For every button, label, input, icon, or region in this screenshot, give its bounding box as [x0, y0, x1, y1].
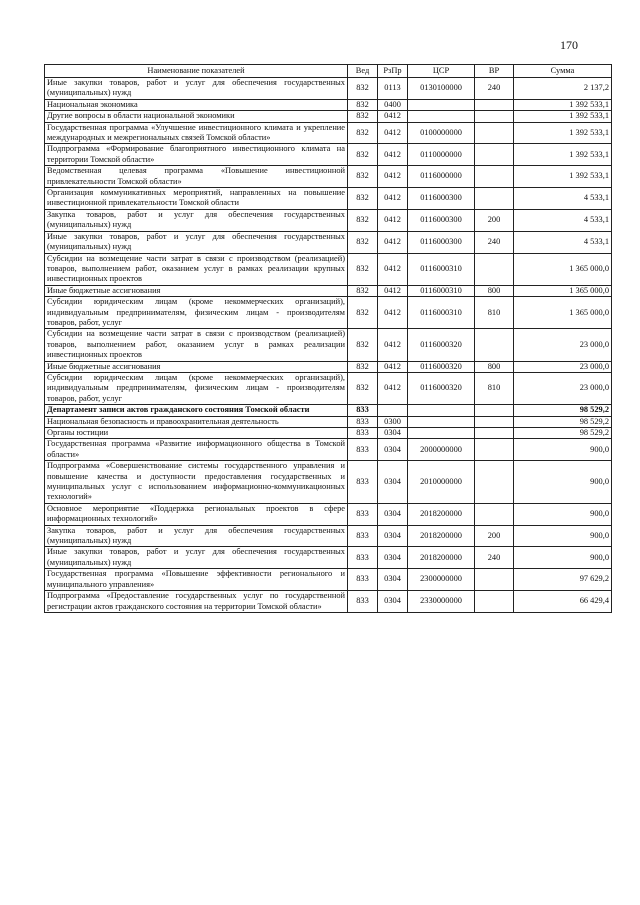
cell-csr: 2018200000: [408, 503, 475, 525]
cell-sum: 97 629,2: [514, 569, 612, 591]
cell-vr: [475, 144, 514, 166]
cell-csr: 2330000000: [408, 591, 475, 613]
cell-name: Субсидии юридическим лицам (кроме некоммерческих организаций), индивидуальным предпринимателям, физическим лицам - производителям товаров, работ, услуг: [45, 372, 348, 404]
cell-ved: 833: [348, 547, 378, 569]
cell-ved: 832: [348, 253, 378, 285]
cell-name: Закупка товаров, работ и услуг для обеспечения государственных (муниципальных) нужд: [45, 209, 348, 231]
cell-csr: 2300000000: [408, 569, 475, 591]
table-row: [45, 78, 612, 100]
cell-ved: 833: [348, 428, 378, 439]
cell-vr: 810: [475, 372, 514, 404]
cell-rzpr: 0300: [378, 416, 408, 427]
cell-rzpr: 0412: [378, 209, 408, 231]
table-row: [45, 439, 612, 461]
cell-csr: [408, 99, 475, 110]
cell-sum: 23 000,0: [514, 372, 612, 404]
cell-rzpr: 0412: [378, 253, 408, 285]
cell-ved: 832: [348, 166, 378, 188]
cell-name: Иные закупки товаров, работ и услуг для обеспечения государственных (муниципальных) нужд: [45, 547, 348, 569]
table-row: [45, 297, 612, 329]
cell-csr: 2018200000: [408, 547, 475, 569]
cell-csr: 0116000310: [408, 285, 475, 296]
table-row: [45, 122, 612, 144]
cell-vr: [475, 111, 514, 122]
cell-name: Государственная программа «Развитие информационного общества в Томской области»: [45, 439, 348, 461]
cell-ved: 833: [348, 439, 378, 461]
cell-ved: 832: [348, 111, 378, 122]
cell-ved: 832: [348, 144, 378, 166]
cell-name: Иные закупки товаров, работ и услуг для обеспечения государственных (муниципальных) нужд: [45, 231, 348, 253]
cell-sum: 900,0: [514, 525, 612, 547]
cell-name: Национальная экономика: [45, 99, 348, 110]
table-row: [45, 428, 612, 439]
table-row: [45, 503, 612, 525]
cell-rzpr: 0304: [378, 525, 408, 547]
cell-vr: [475, 329, 514, 361]
cell-csr: 0116000310: [408, 297, 475, 329]
cell-name: Органы юстиции: [45, 428, 348, 439]
cell-sum: 4 533,1: [514, 188, 612, 210]
table-row: [45, 188, 612, 210]
cell-name: Ведомственная целевая программа «Повышение инвестиционной привлекательности Томской области»: [45, 166, 348, 188]
cell-rzpr: 0304: [378, 547, 408, 569]
cell-ved: 832: [348, 99, 378, 110]
cell-sum: 1 392 533,1: [514, 99, 612, 110]
cell-vr: [475, 166, 514, 188]
cell-vr: 800: [475, 361, 514, 372]
cell-rzpr: 0304: [378, 461, 408, 504]
cell-name: Государственная программа «Улучшение инвестиционного климата и укрепление международных и межрегиональных связей Томской области»: [45, 122, 348, 144]
cell-csr: [408, 428, 475, 439]
header-name: Наименование показателей: [45, 65, 348, 78]
cell-rzpr: 0412: [378, 144, 408, 166]
cell-name: Организация коммуникативных мероприятий, направленных на повышение инвестиционной привлекательности Томской области: [45, 188, 348, 210]
cell-ved: 833: [348, 461, 378, 504]
cell-sum: 900,0: [514, 503, 612, 525]
table-row: [45, 461, 612, 504]
cell-ved: 832: [348, 122, 378, 144]
header-csr: ЦСР: [408, 65, 475, 78]
table-row: [45, 285, 612, 296]
cell-name: Департамент записи актов гражданского состояния Томской области: [45, 405, 348, 416]
cell-rzpr: 0304: [378, 439, 408, 461]
cell-rzpr: 0304: [378, 503, 408, 525]
cell-rzpr: 0412: [378, 329, 408, 361]
cell-csr: [408, 405, 475, 416]
cell-vr: 200: [475, 525, 514, 547]
cell-sum: 900,0: [514, 547, 612, 569]
cell-ved: 833: [348, 503, 378, 525]
cell-csr: 0116000300: [408, 209, 475, 231]
cell-rzpr: 0304: [378, 428, 408, 439]
cell-csr: 0116000310: [408, 253, 475, 285]
table-row: [45, 591, 612, 613]
cell-sum: 1 365 000,0: [514, 285, 612, 296]
cell-vr: 800: [475, 285, 514, 296]
cell-name: Национальная безопасность и правоохранительная деятельность: [45, 416, 348, 427]
cell-ved: 832: [348, 372, 378, 404]
cell-sum: 23 000,0: [514, 329, 612, 361]
cell-name: Субсидии на возмещение части затрат в связи с производством (реализацией) товаров, выполнением работ, оказанием услуг в рамках реализации инвестиционных проектов: [45, 329, 348, 361]
cell-name: Закупка товаров, работ и услуг для обеспечения государственных (муниципальных) нужд: [45, 525, 348, 547]
cell-csr: 2000000000: [408, 439, 475, 461]
cell-sum: 1 392 533,1: [514, 166, 612, 188]
cell-sum: 4 533,1: [514, 231, 612, 253]
cell-rzpr: 0412: [378, 188, 408, 210]
cell-name: Субсидии на возмещение части затрат в связи с производством (реализацией) товаров, выполнением работ, оказанием услуг в рамках реализации крупных инвестиционных проектов: [45, 253, 348, 285]
cell-vr: [475, 99, 514, 110]
cell-name: Иные бюджетные ассигнования: [45, 361, 348, 372]
table-row: [45, 372, 612, 404]
cell-sum: 900,0: [514, 461, 612, 504]
cell-sum: 900,0: [514, 439, 612, 461]
cell-ved: 832: [348, 188, 378, 210]
cell-ved: 832: [348, 285, 378, 296]
cell-vr: 240: [475, 547, 514, 569]
cell-vr: [475, 405, 514, 416]
cell-ved: 833: [348, 405, 378, 416]
table-row: [45, 144, 612, 166]
cell-name: Подпрограмма «Предоставление государственных услуг по государственной регистрации актов гражданского состояния на территории Томской области»: [45, 591, 348, 613]
cell-rzpr: 0412: [378, 231, 408, 253]
cell-rzpr: 0412: [378, 372, 408, 404]
cell-ved: 833: [348, 569, 378, 591]
header-vr: ВР: [475, 65, 514, 78]
cell-vr: [475, 569, 514, 591]
table-row: [45, 253, 612, 285]
cell-csr: 0100000000: [408, 122, 475, 144]
cell-csr: 0110000000: [408, 144, 475, 166]
cell-name: Иные бюджетные ассигнования: [45, 285, 348, 296]
cell-sum: 4 533,1: [514, 209, 612, 231]
cell-rzpr: [378, 405, 408, 416]
cell-name: Основное мероприятие «Поддержка региональных проектов в сфере информационных технологий»: [45, 503, 348, 525]
cell-csr: 2010000000: [408, 461, 475, 504]
cell-sum: 1 392 533,1: [514, 122, 612, 144]
cell-sum: 66 429,4: [514, 591, 612, 613]
cell-name: Субсидии юридическим лицам (кроме некоммерческих организаций), индивидуальным предпринимателям, физическим лицам - производителям товаров, работ, услуг: [45, 297, 348, 329]
cell-vr: [475, 253, 514, 285]
table-row: [45, 231, 612, 253]
table-row: [45, 111, 612, 122]
cell-ved: 833: [348, 416, 378, 427]
cell-vr: 240: [475, 78, 514, 100]
cell-ved: 833: [348, 591, 378, 613]
cell-rzpr: 0412: [378, 297, 408, 329]
cell-vr: 240: [475, 231, 514, 253]
table-row: [45, 329, 612, 361]
cell-vr: [475, 591, 514, 613]
cell-sum: 98 529,2: [514, 428, 612, 439]
cell-csr: 0116000000: [408, 166, 475, 188]
table-header-row: [45, 65, 612, 78]
cell-ved: 832: [348, 231, 378, 253]
cell-csr: 0116000300: [408, 231, 475, 253]
cell-csr: [408, 416, 475, 427]
table-row: [45, 405, 612, 416]
cell-ved: 832: [348, 329, 378, 361]
cell-sum: 98 529,2: [514, 416, 612, 427]
cell-ved: 832: [348, 297, 378, 329]
cell-csr: [408, 111, 475, 122]
cell-vr: [475, 188, 514, 210]
cell-vr: [475, 503, 514, 525]
cell-rzpr: 0400: [378, 99, 408, 110]
table-row: [45, 569, 612, 591]
cell-name: Другие вопросы в области национальной экономики: [45, 111, 348, 122]
cell-sum: 1 365 000,0: [514, 253, 612, 285]
cell-rzpr: 0412: [378, 166, 408, 188]
cell-csr: 0116000320: [408, 329, 475, 361]
header-ved: Вед: [348, 65, 378, 78]
table-row: [45, 547, 612, 569]
cell-sum: 23 000,0: [514, 361, 612, 372]
table-row: [45, 209, 612, 231]
cell-ved: 832: [348, 361, 378, 372]
cell-name: Государственная программа «Повышение эффективности регионального и муниципального управления»: [45, 569, 348, 591]
cell-ved: 832: [348, 209, 378, 231]
table-row: [45, 99, 612, 110]
cell-ved: 832: [348, 78, 378, 100]
cell-name: Подпрограмма «Формирование благоприятного инвестиционного климата на территории Томской области»: [45, 144, 348, 166]
cell-vr: [475, 461, 514, 504]
cell-vr: [475, 122, 514, 144]
cell-name: Иные закупки товаров, работ и услуг для обеспечения государственных (муниципальных) нужд: [45, 78, 348, 100]
cell-vr: [475, 428, 514, 439]
cell-vr: 200: [475, 209, 514, 231]
table-row: [45, 416, 612, 427]
table-row: [45, 166, 612, 188]
cell-rzpr: 0304: [378, 569, 408, 591]
budget-table: [44, 64, 612, 613]
cell-sum: 1 365 000,0: [514, 297, 612, 329]
cell-rzpr: 0412: [378, 285, 408, 296]
cell-sum: 2 137,2: [514, 78, 612, 100]
cell-rzpr: 0412: [378, 361, 408, 372]
cell-sum: 98 529,2: [514, 405, 612, 416]
cell-sum: 1 392 533,1: [514, 111, 612, 122]
cell-vr: [475, 439, 514, 461]
cell-vr: [475, 416, 514, 427]
cell-csr: 0116000320: [408, 361, 475, 372]
header-sum: Сумма: [514, 65, 612, 78]
cell-sum: 1 392 533,1: [514, 144, 612, 166]
cell-csr: 0116000300: [408, 188, 475, 210]
cell-rzpr: 0412: [378, 122, 408, 144]
header-rzpr: РзПр: [378, 65, 408, 78]
cell-rzpr: 0304: [378, 591, 408, 613]
cell-rzpr: 0412: [378, 111, 408, 122]
cell-vr: 810: [475, 297, 514, 329]
cell-csr: 2018200000: [408, 525, 475, 547]
cell-csr: 0130100000: [408, 78, 475, 100]
table-row: [45, 525, 612, 547]
table-row: [45, 361, 612, 372]
cell-name: Подпрограмма «Совершенствование системы государственного управления и повышение качества и доступности предоставления государственных и муниципальных услуг с использованием информационно-коммуникационных технологий»: [45, 461, 348, 504]
page-number: 170: [560, 38, 578, 52]
cell-csr: 0116000320: [408, 372, 475, 404]
cell-rzpr: 0113: [378, 78, 408, 100]
cell-ved: 833: [348, 525, 378, 547]
